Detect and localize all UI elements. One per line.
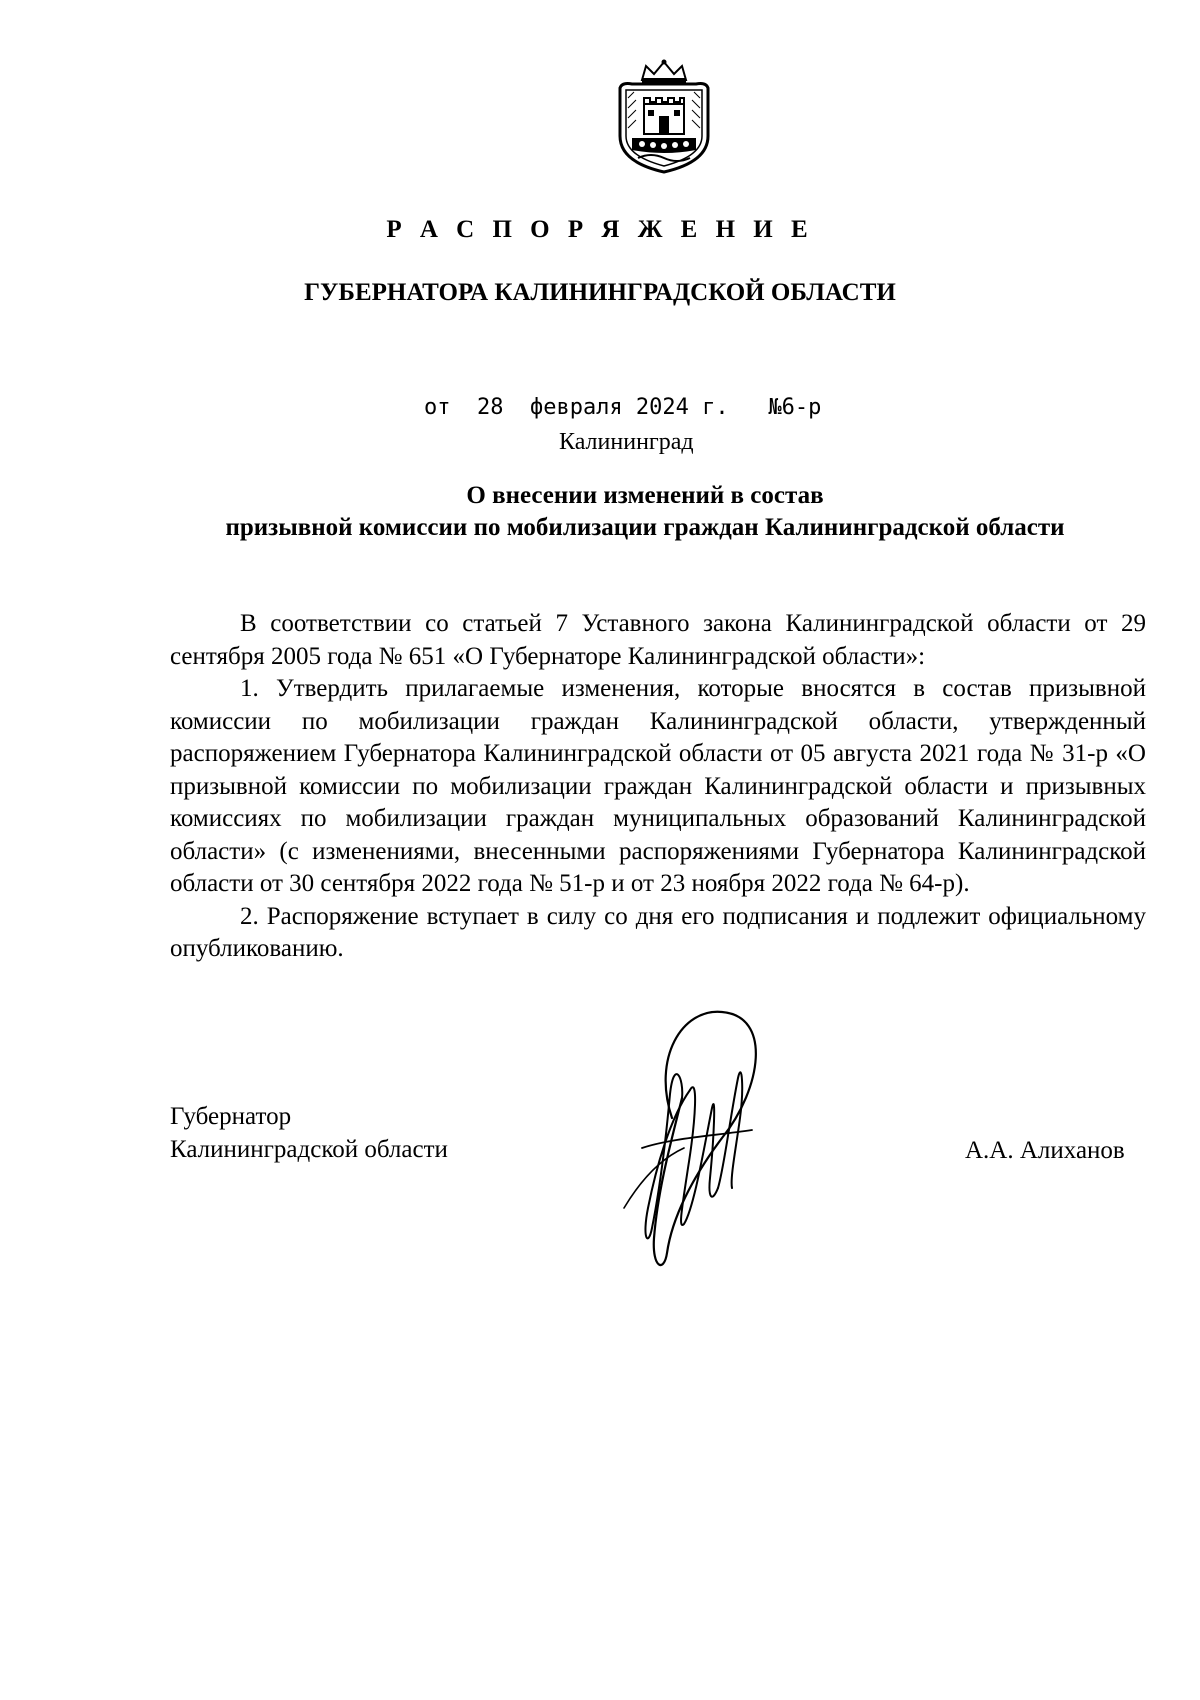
date-and-number: от 28 февраля 2024 г. №6-р (424, 395, 822, 420)
coat-of-arms-icon (612, 58, 716, 176)
city-name: Калининград (559, 429, 694, 455)
document-body (170, 608, 1146, 966)
subject-line-1: О внесении изменений в состав (466, 482, 824, 509)
signatory-title (170, 1100, 448, 1166)
document-type-heading: Р А С П О Р Я Ж Е Н И Е (386, 216, 814, 243)
signatory-name: А.А. Алиханов (965, 1137, 1125, 1164)
handwritten-signature (612, 998, 792, 1278)
body-paragraph-preamble: В соответствии со статьей 7 Уставного закона Калининградской области от 29 сентября 2005 года № 651 «О Губернаторе Калининградской области»: (170, 610, 1146, 670)
body-paragraph-item-1: 1. Утвердить прилагаемые изменения, которые вносятся в состав призывной комиссии по мобилизации граждан Калининградской области, утвержденный распоряжением Губернатора Калининградской области от 05 августа 2021 года № 31-р «О призывной комиссии по мобилизации граждан Калининградской области и призывных комиссиях по мобилизации граждан муниципальных образований Калининградской области» (с изменениями, внесенными распоряжениями Губернатора Калининградской области от 30 сентября 2022 года № 51-р и от 23 ноября 2022 года № 64-р). (170, 675, 1146, 897)
issuing-authority-heading: ГУБЕРНАТОРА КАЛИНИНГРАДСКОЙ ОБЛАСТИ (304, 279, 896, 306)
subject-line-2: призывной комиссии по мобилизации граждан Калининградской области (225, 514, 1065, 541)
signatory-title-line-1: Губернатор (170, 1103, 292, 1130)
document-subject (150, 480, 1140, 544)
signatory-title-line-2: Калининградской области (170, 1136, 448, 1163)
body-paragraph-item-2: 2. Распоряжение вступает в силу со дня его подписания и подлежит официальному опубликованию. (170, 902, 1146, 962)
